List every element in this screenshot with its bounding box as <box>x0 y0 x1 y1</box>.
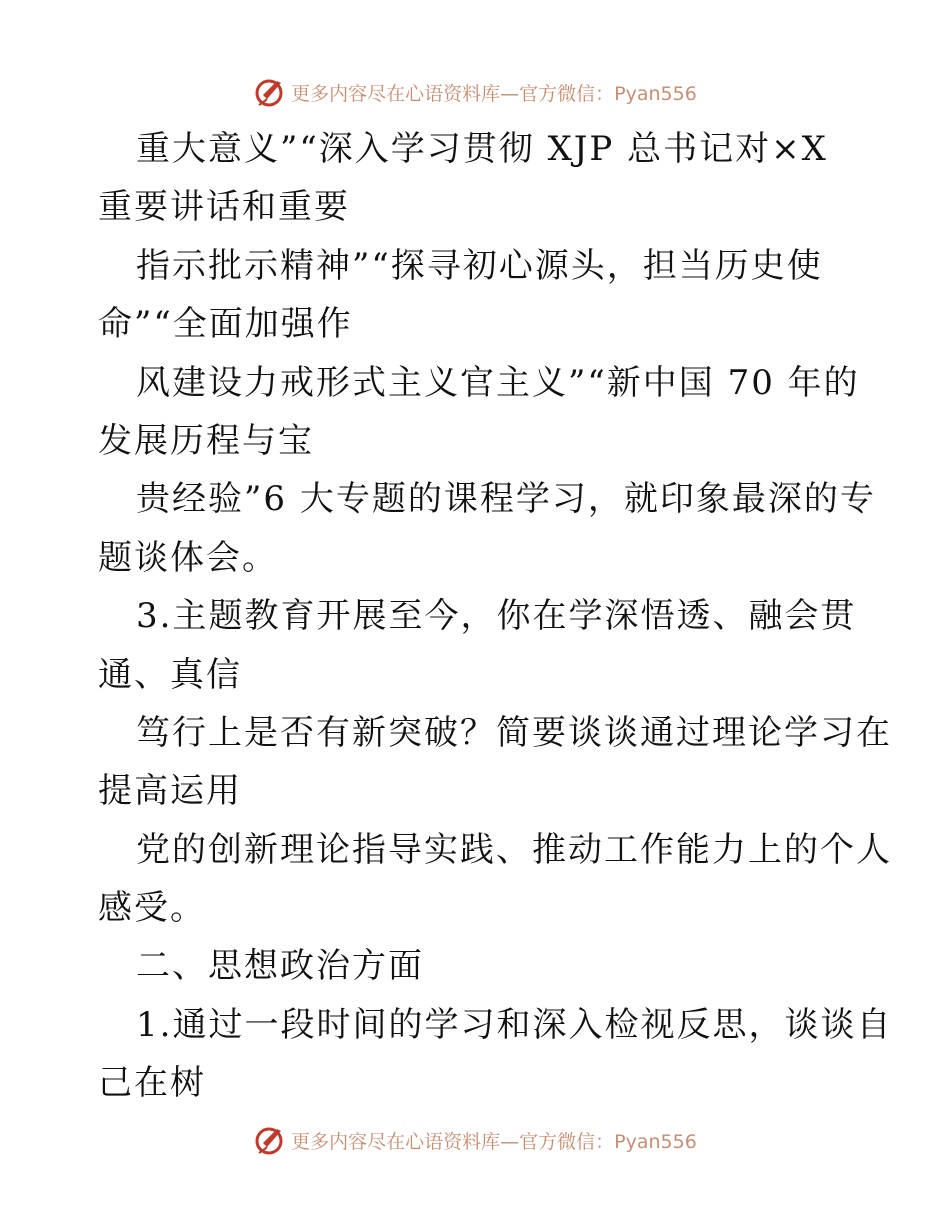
document-body <box>98 120 893 1113</box>
text-line: 命”“全面加强作 <box>98 304 353 345</box>
text-line: 重要讲话和重要 <box>98 187 350 228</box>
text-line: 通、真信 <box>98 654 242 695</box>
text-line: 党的创新理论指导实践、推动工作能力上的个人 <box>136 829 892 870</box>
watermark-logo-icon <box>253 75 287 109</box>
text-line: 贵经验”6 大专题的课程学习，就印象最深的专 <box>136 479 876 520</box>
text-line: 提高运用 <box>98 771 242 812</box>
text-line: 题谈体会。 <box>98 537 278 578</box>
text-line: 1.通过一段时间的学习和深入检视反思，谈谈自 <box>136 1004 893 1045</box>
watermark-text: 更多内容尽在心语资料库—官方微信：Pyan556 <box>291 1130 697 1153</box>
text-line: 重大意义”“深入学习贯彻 XJP 总书记对×X <box>136 129 828 169</box>
text-line: 己在树 <box>98 1063 206 1104</box>
text-line: 感受。 <box>98 888 206 929</box>
watermark-logo-icon <box>253 1123 287 1157</box>
text-line: 发展历程与宝 <box>98 420 314 461</box>
header-watermark <box>0 72 950 112</box>
watermark-text: 更多内容尽在心语资料库—官方微信：Pyan556 <box>291 82 697 105</box>
text-line: 二、思想政治方面 <box>136 946 424 987</box>
text-line: 3.主题教育开展至今，你在学深悟透、融会贯 <box>136 596 857 637</box>
text-line: 风建设力戒形式主义官主义”“新中国 70 年的 <box>136 362 860 403</box>
footer-watermark <box>0 1120 950 1160</box>
text-line: 指示批示精神”“探寻初心源头，担当历史使 <box>136 245 823 286</box>
text-line: 笃行上是否有新突破？简要谈谈通过理论学习在 <box>136 712 892 753</box>
